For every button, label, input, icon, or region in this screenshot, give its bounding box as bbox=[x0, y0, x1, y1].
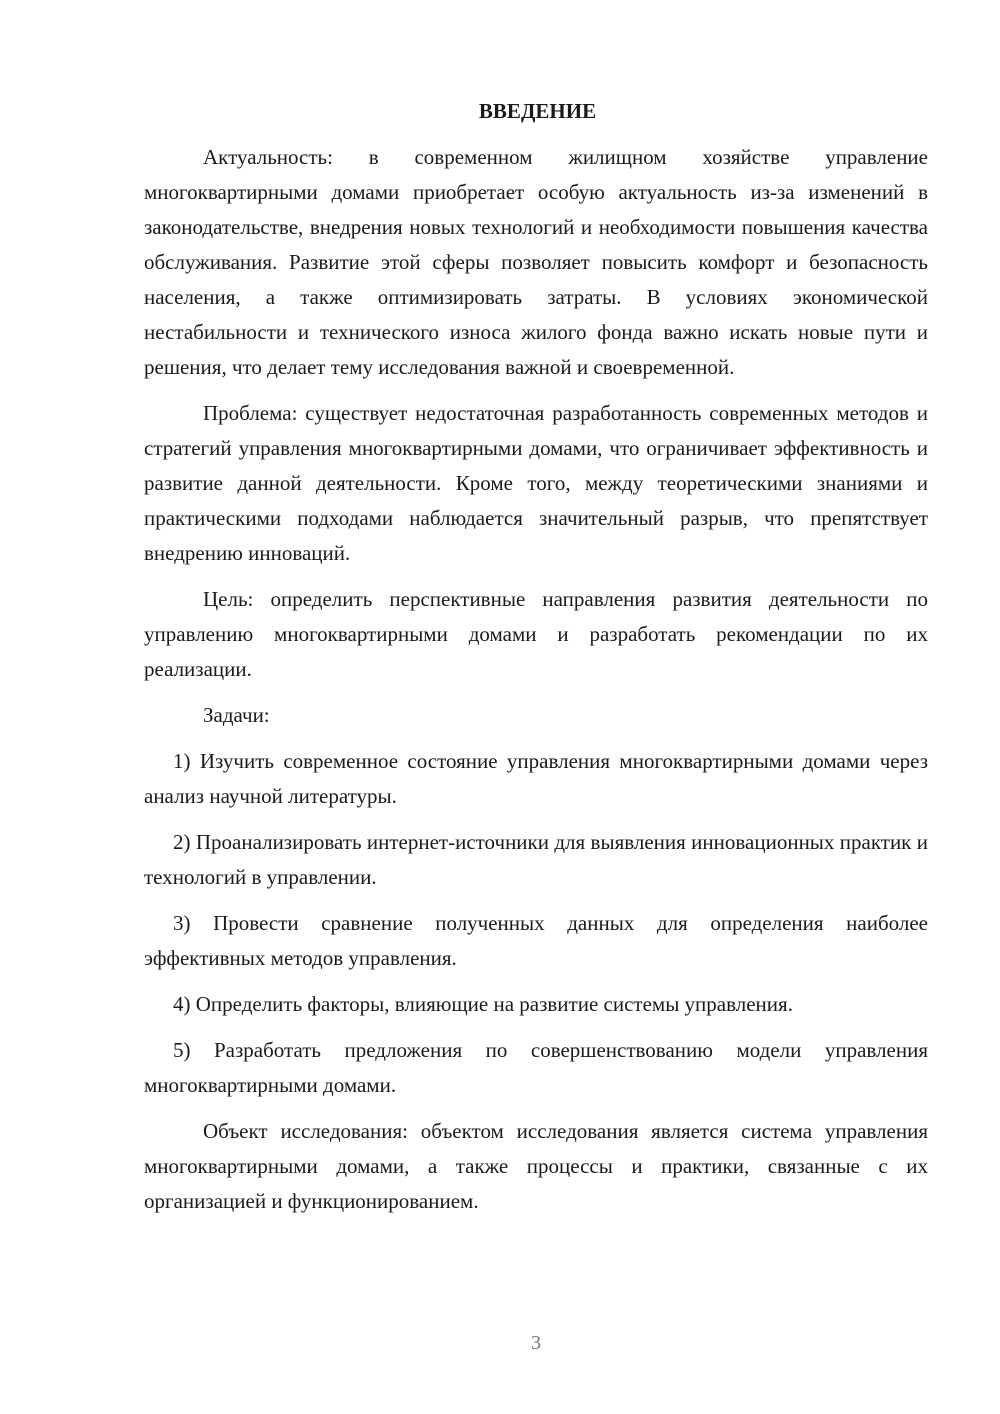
task-item-1: 1) Изучить современное состояние управления многоквартирными домами через анализ научной литературы. bbox=[144, 749, 928, 808]
task-item-3: 3) Провести сравнение полученных данных для определения наиболее эффективных методов управления. bbox=[144, 911, 928, 970]
paragraph-goal: Цель: определить перспективные направления развития деятельности по управлению многоквартирными домами и разработать рекомендации по их реализации. bbox=[144, 587, 928, 681]
paragraph-problem: Проблема: существует недостаточная разработанность современных методов и стратегий управления многоквартирными домами, что ограничивает эффективность и развитие данной деятельности. Кроме того, между теоретическими знаниями и практическими подходами наблюдается значительный разрыв, что препятствует внедрению инноваций. bbox=[144, 401, 928, 565]
tasks-label: Задачи: bbox=[203, 703, 270, 727]
document-page bbox=[144, 96, 928, 1230]
paragraph-relevance: Актуальность: в современном жилищном хозяйстве управление многоквартирными домами приобретает особую актуальность из-за изменений в законодательстве, внедрения новых технологий и необходимости повышения качества обслуживания. Развитие этой сферы позволяет повысить комфорт и безопасность населения, а также оптимизировать затраты. В условиях экономической нестабильности и технического износа жилого фонда важно искать новые пути и решения, что делает тему исследования важной и своевременной. bbox=[144, 145, 928, 379]
paragraph-object: Объект исследования: объектом исследования является система управления многоквартирными домами, а также процессы и практики, связанные с их организацией и функционированием. bbox=[144, 1119, 928, 1213]
page-number: 3 bbox=[531, 1332, 541, 1354]
task-item-2: 2) Проанализировать интернет-источники для выявления инновационных практик и технологий в управлении. bbox=[144, 830, 928, 889]
task-item-4: 4) Определить факторы, влияющие на развитие системы управления. bbox=[173, 992, 793, 1016]
task-item-5: 5) Разработать предложения по совершенствованию модели управления многоквартирными домами. bbox=[144, 1038, 928, 1097]
section-heading: ВВЕДЕНИЕ bbox=[478, 99, 597, 123]
